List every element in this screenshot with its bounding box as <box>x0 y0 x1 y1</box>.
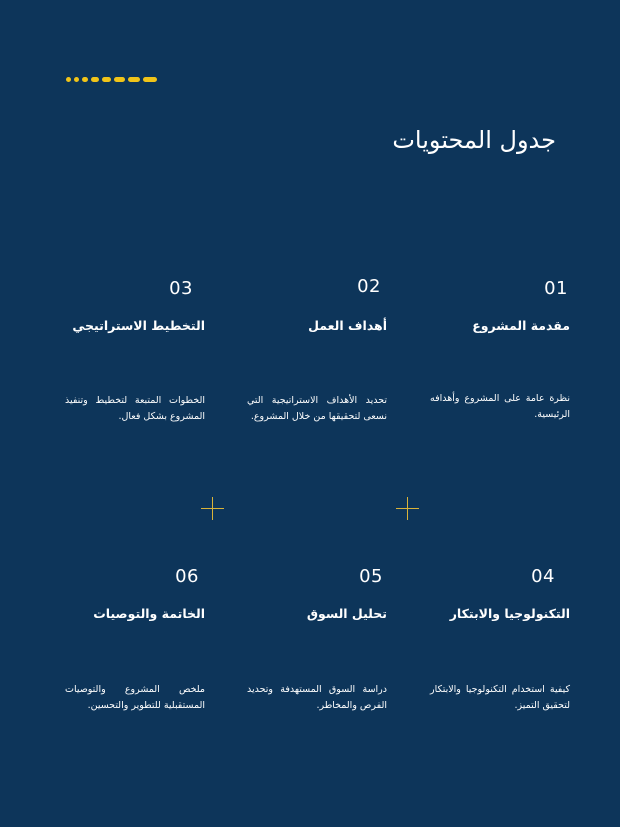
item-number: 01 <box>544 278 568 299</box>
toc-item-2 <box>227 276 387 446</box>
page-title: جدول المحتويات <box>392 126 556 155</box>
item-description: تحديد الأهداف الاستراتيجية التي نسعى لتحقيقها من خلال المشروع. <box>247 395 387 422</box>
item-description: دراسة السوق المستهدفة وتحديد الفرص والمخاطر. <box>247 684 387 711</box>
toc-item-6 <box>45 566 205 736</box>
toc-item-5 <box>227 566 387 716</box>
item-number: 04 <box>531 566 555 587</box>
decorative-cross <box>201 497 224 520</box>
item-description: ملخص المشروع والتوصيات المستقبلية للتطوير والتحسين. <box>65 684 205 711</box>
item-number: 05 <box>359 566 383 587</box>
toc-item-4 <box>410 566 570 716</box>
item-title: التخطيط الاستراتيجي <box>72 318 205 333</box>
item-description: نظرة عامة على المشروع وأهدافه الرئيسية. <box>430 393 570 420</box>
toc-item-1 <box>410 278 570 428</box>
item-title: التكنولوجيا والابتكار <box>449 606 570 621</box>
toc-item-3 <box>45 278 205 428</box>
decorative-cross <box>396 497 419 520</box>
item-description: كيفية استخدام التكنولوجيا والابتكار لتحقيق التميز. <box>430 684 570 711</box>
item-number: 06 <box>175 566 199 587</box>
item-title: مقدمة المشروع <box>472 318 570 333</box>
item-number: 02 <box>357 276 381 297</box>
item-number: 03 <box>169 278 193 299</box>
item-title: تحليل السوق <box>306 606 387 621</box>
item-description: الخطوات المتبعة لتخطيط وتنفيذ المشروع بشكل فعال. <box>65 395 205 422</box>
item-title: أهداف العمل <box>308 318 387 333</box>
item-title: الخاتمة والتوصيات <box>93 606 205 621</box>
decorative-dots <box>66 77 157 82</box>
